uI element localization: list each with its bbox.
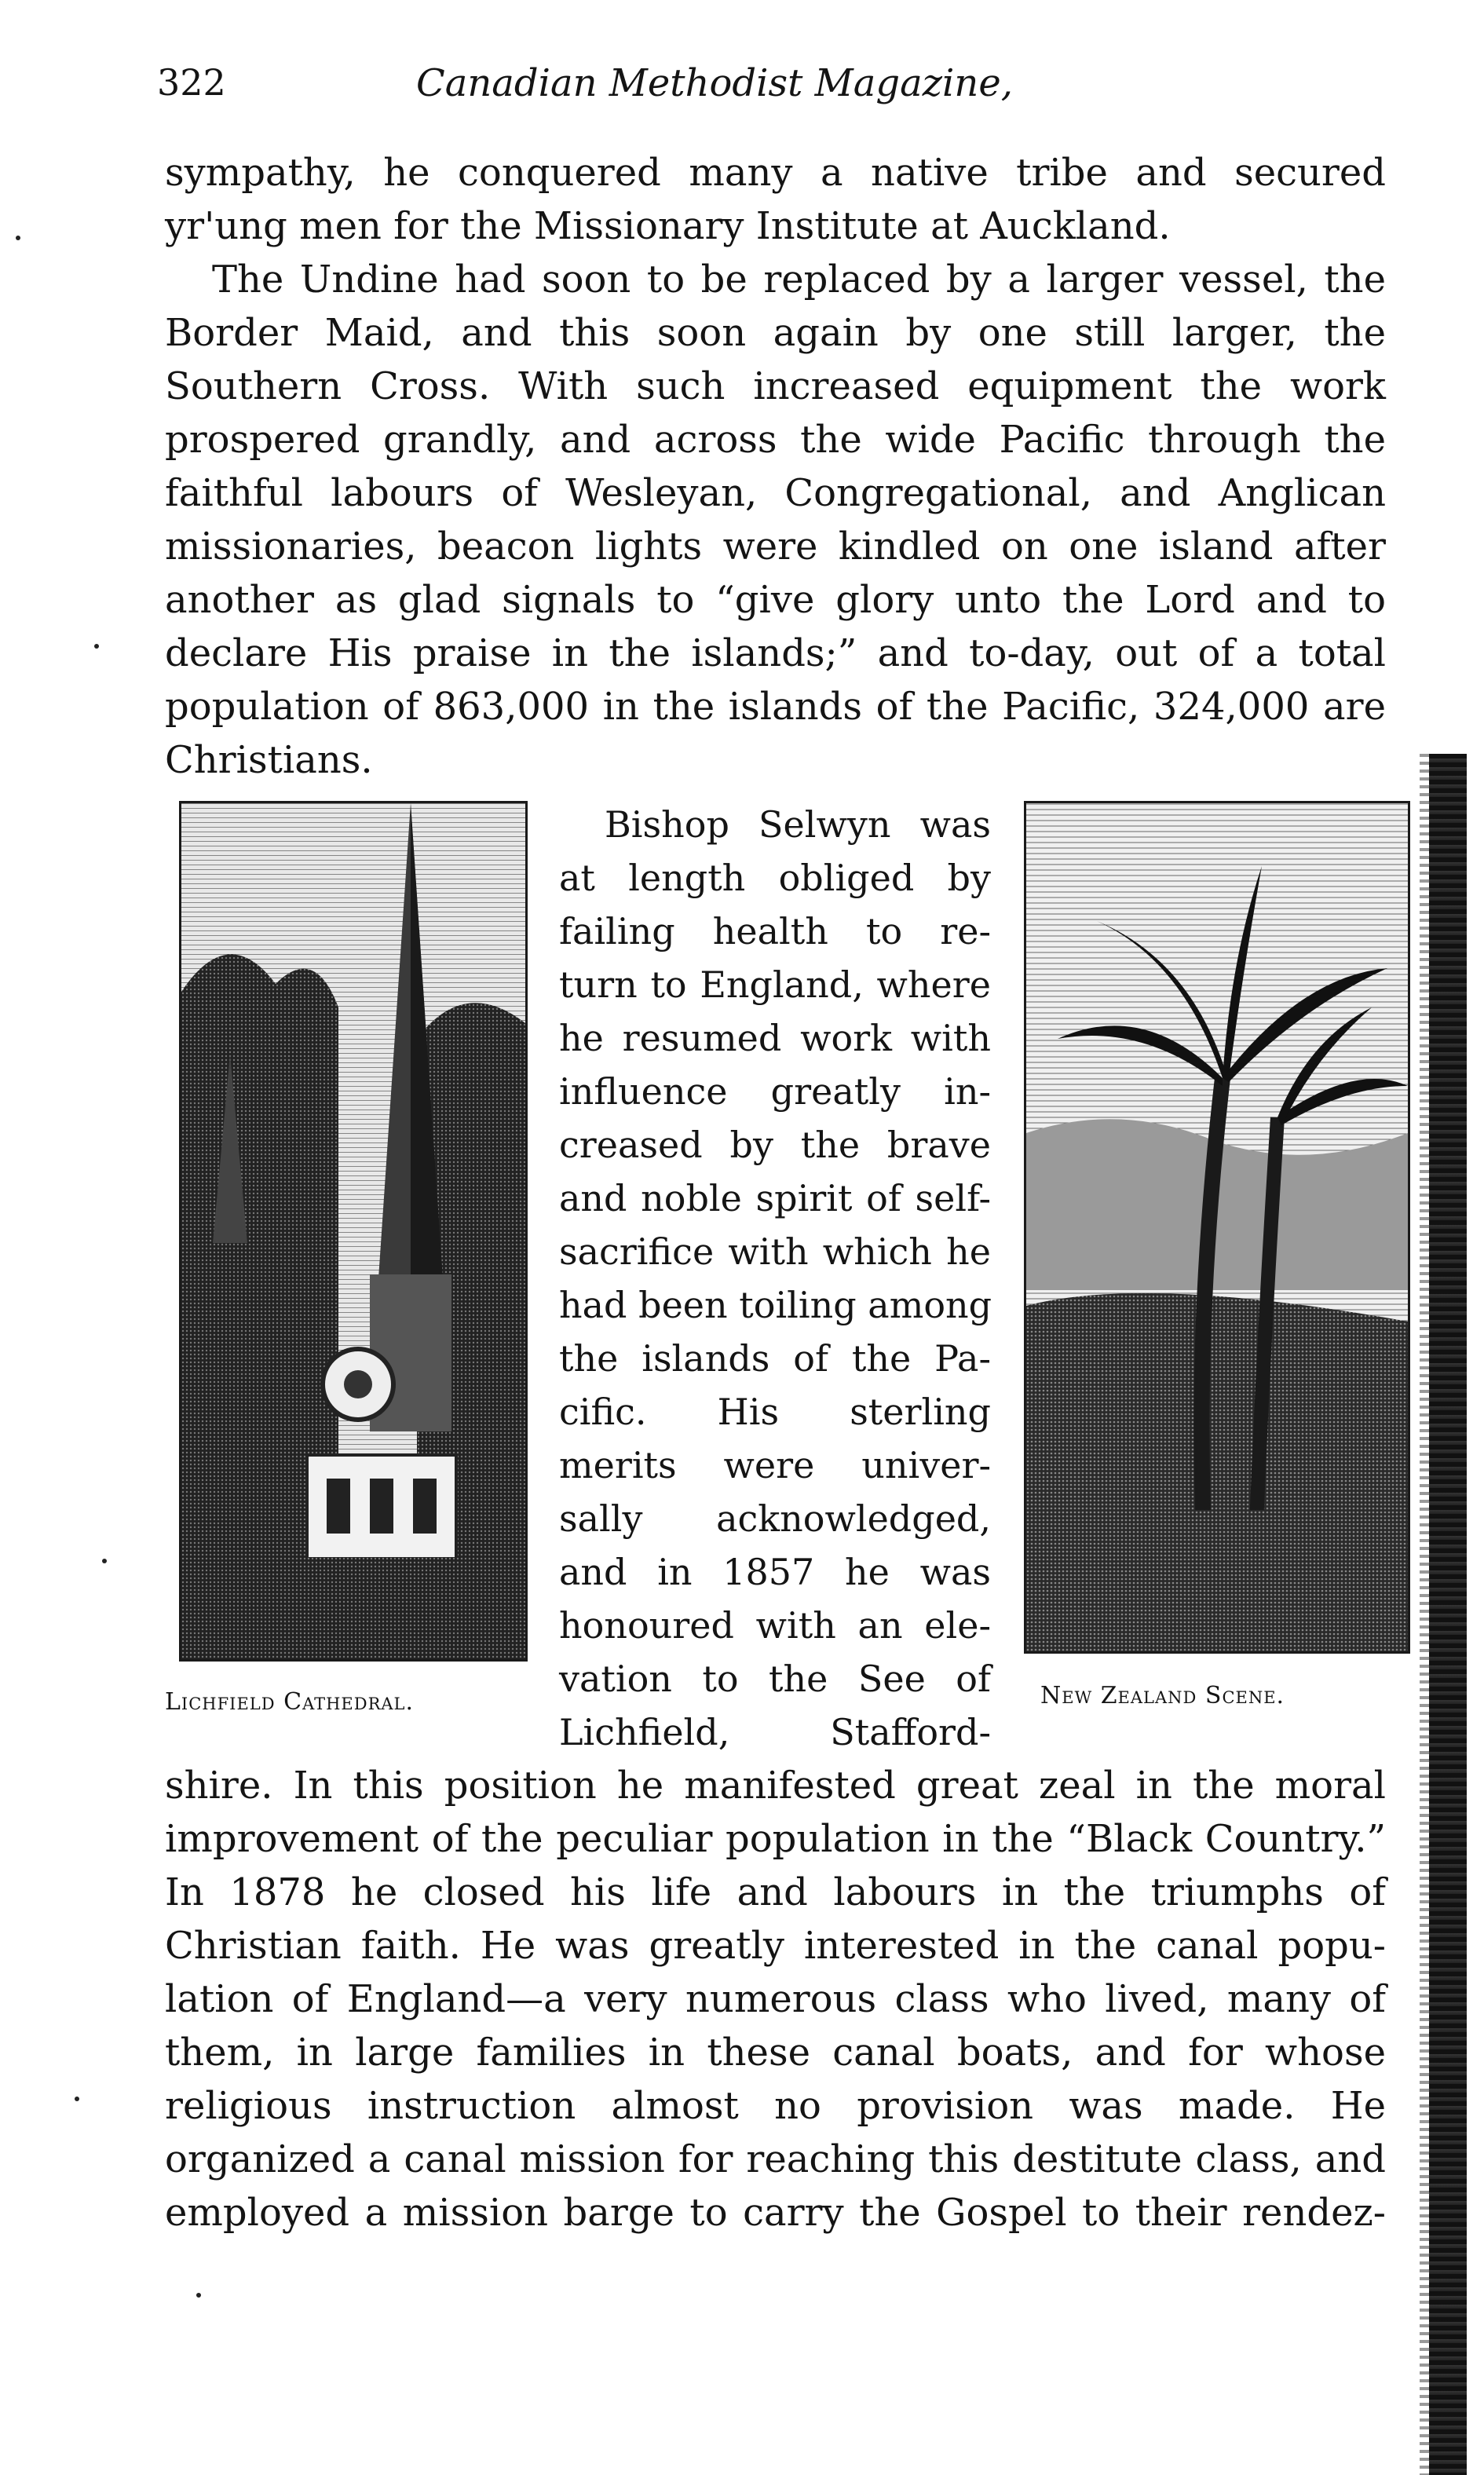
column-line: sacrifice with which he bbox=[559, 1230, 991, 1273]
text-line: missionaries, beacon lights were kindled on one island after bbox=[165, 525, 1386, 568]
scan-speck bbox=[94, 644, 99, 649]
text-line: them, in large families in these canal boats, and for whose bbox=[165, 2031, 1386, 2075]
running-title: Canadian Methodist Magazine, bbox=[416, 61, 1013, 105]
text-line: lation of England—a very numerous class who lived, many of bbox=[165, 1977, 1386, 2021]
scan-speck bbox=[75, 2097, 79, 2101]
new-zealand-scene-illustration bbox=[1024, 801, 1410, 1654]
column-line: turn to England, where bbox=[559, 963, 991, 1006]
column-line: and in 1857 he was bbox=[559, 1551, 991, 1593]
page-edge-shadow bbox=[1429, 754, 1467, 2475]
lichfield-cathedral-illustration bbox=[179, 801, 528, 1662]
text-line: In 1878 he closed his life and labours in the triumphs of bbox=[165, 1870, 1386, 1914]
text-line: organized a canal mission for reaching this destitute class, and bbox=[165, 2137, 1386, 2181]
text-line: population of 863,000 in the islands of the Pacific, 324,000 are bbox=[165, 685, 1386, 729]
column-line: vation to the See of bbox=[559, 1658, 991, 1700]
column-line: failing health to re- bbox=[559, 910, 991, 952]
text-line: another as glad signals to “give glory unto the Lord and to bbox=[165, 578, 1386, 622]
text-line: Christians. bbox=[165, 738, 373, 782]
column-line: cific. His sterling bbox=[559, 1391, 991, 1433]
text-line: sympathy, he conquered many a native tribe and secured bbox=[165, 151, 1386, 195]
palm-engraving bbox=[1026, 803, 1408, 1651]
text-line: religious instruction almost no provision was made. He bbox=[165, 2084, 1386, 2128]
column-line: Lichfield, Stafford- bbox=[559, 1711, 991, 1753]
text-line: Southern Cross. With such increased equipment the work bbox=[165, 364, 1386, 408]
text-line: yr'ung men for the Missionary Institute at Auckland. bbox=[165, 204, 1171, 248]
figure-caption-new-zealand: New Zealand Scene. bbox=[1040, 1682, 1285, 1709]
text-line: declare His praise in the islands;” and to-day, out of a total bbox=[165, 631, 1386, 675]
text-line: employed a mission barge to carry the Gospel to their rendez- bbox=[165, 2191, 1386, 2235]
column-line: at length obliged by bbox=[559, 857, 991, 899]
text-line: improvement of the peculiar population in the “Black Country.” bbox=[165, 1817, 1386, 1861]
text-line: The Undine had soon to be replaced by a larger vessel, the bbox=[212, 258, 1386, 302]
column-line: he resumed work with bbox=[559, 1017, 991, 1059]
text-line: Border Maid, and this soon again by one still larger, the bbox=[165, 311, 1386, 355]
text-line: Christian faith. He was greatly interested in the canal popu- bbox=[165, 1924, 1386, 1968]
column-line: influence greatly in- bbox=[559, 1070, 991, 1113]
figure-caption-lichfield: Lichfield Cathedral. bbox=[165, 1688, 415, 1716]
scan-speck bbox=[16, 236, 20, 240]
column-line: sally acknowledged, bbox=[559, 1497, 991, 1540]
column-line: merits were univer- bbox=[559, 1444, 991, 1486]
column-line: Bishop Selwyn was bbox=[605, 803, 991, 846]
column-line: had been toiling among bbox=[559, 1284, 992, 1326]
page-number: 322 bbox=[157, 61, 226, 104]
text-line: shire. In this position he manifested great zeal in the moral bbox=[165, 1764, 1386, 1808]
column-line: and noble spirit of self- bbox=[559, 1177, 991, 1219]
cathedral-engraving bbox=[181, 803, 525, 1659]
text-line: faithful labours of Wesleyan, Congregational, and Anglican bbox=[165, 471, 1386, 515]
column-line: the islands of the Pa- bbox=[559, 1337, 991, 1380]
column-line: honoured with an ele- bbox=[559, 1604, 991, 1647]
column-line: creased by the brave bbox=[559, 1124, 991, 1166]
text-line: prospered grandly, and across the wide Pacific through the bbox=[165, 418, 1386, 462]
scan-speck bbox=[196, 2293, 201, 2298]
scan-speck bbox=[102, 1559, 107, 1563]
running-head bbox=[0, 55, 1484, 118]
